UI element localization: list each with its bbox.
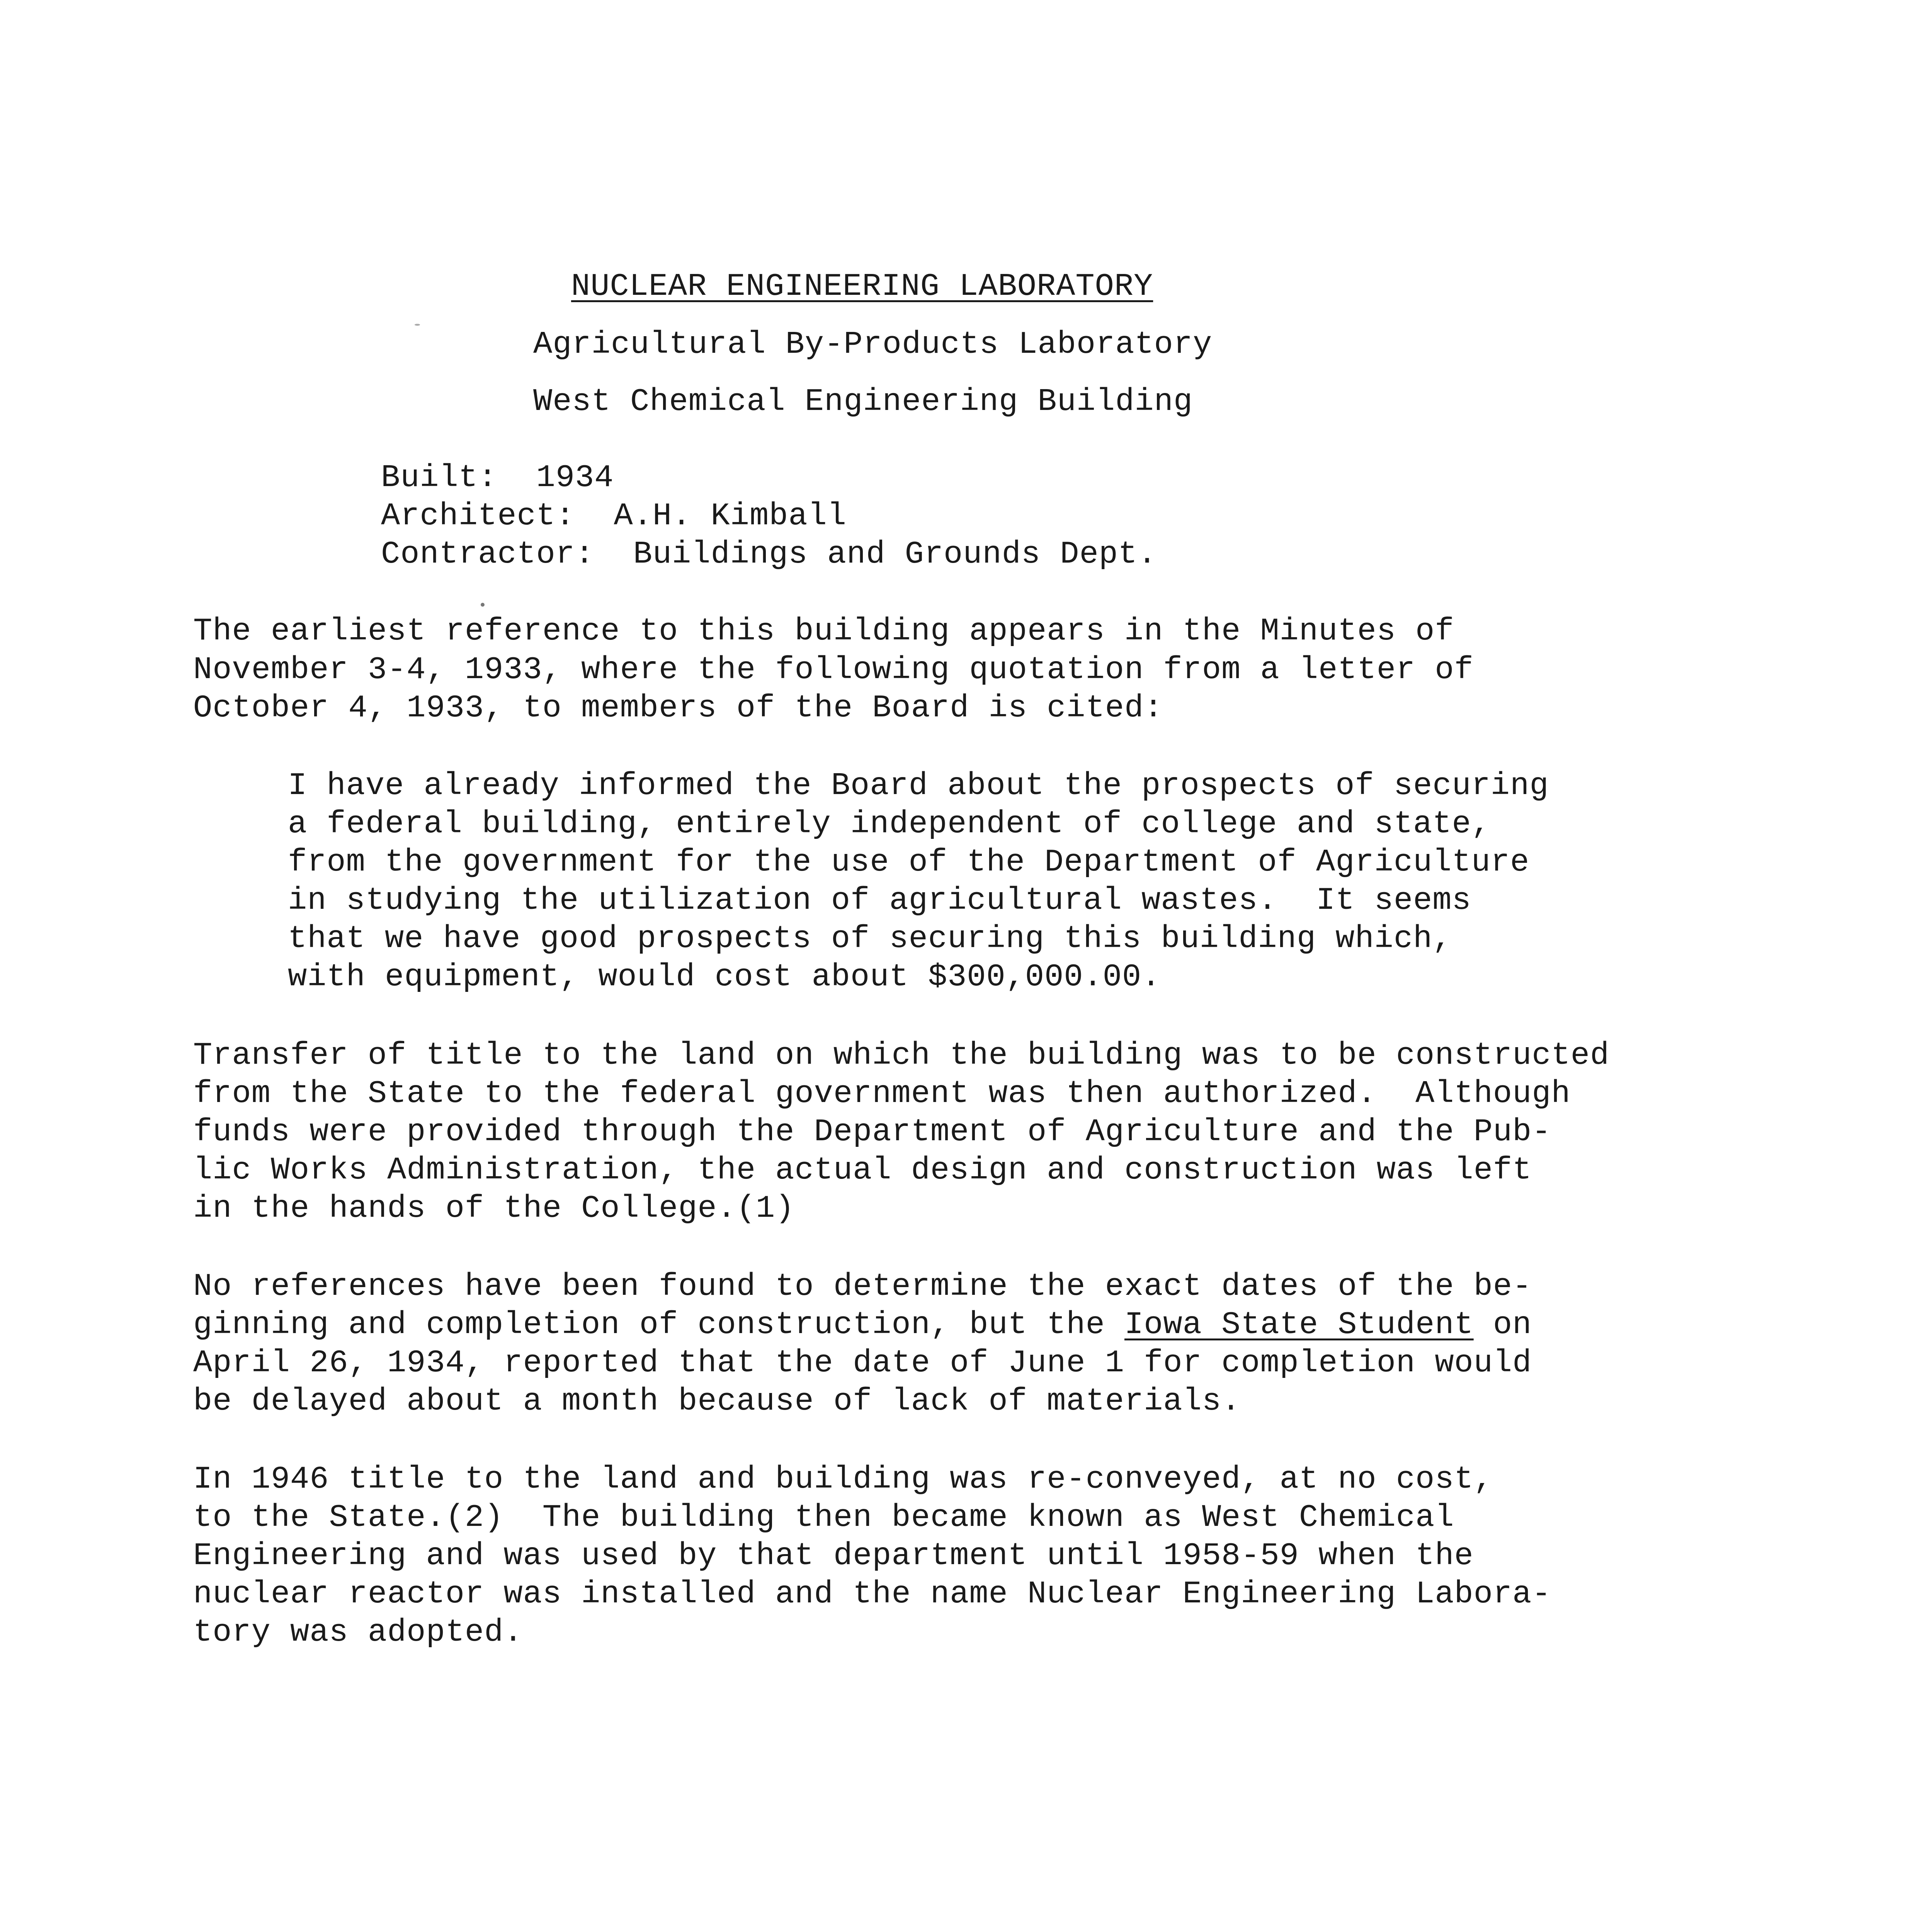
paragraph-4-line: In 1946 title to the land and building was re-conveyed, at no cost, [193,1461,1493,1497]
built-label: Built: [381,460,498,496]
paragraph-2-line: in the hands of the College.(1) [193,1190,795,1226]
quote-line: that we have good prospects of securing this building which, [288,921,1452,957]
paragraph-1-line: October 4, 1933, to members of the Board is cited: [193,690,1163,726]
contractor-row [381,535,1157,574]
subtitle-former-name-1: Agricultural By-Products Laboratory [533,327,1213,362]
quote-line: in studying the utilization of agricultural wastes. It seems [288,883,1471,918]
paragraph-2-line: lic Works Administration, the actual design and construction was left [193,1152,1532,1188]
paragraph-2-line: Transfer of title to the land on which the building was to be constructed [193,1037,1610,1073]
architect-label: Architect: [381,498,575,534]
quote-line: I have already informed the Board about the prospects of securing [288,768,1549,804]
quote-line: from the government for the use of the Department of Agriculture [288,844,1530,880]
built-value: 1934 [536,460,614,496]
paragraph-4-line: to the State.(2) The building then became known as West Chemical [193,1500,1454,1536]
publication-title: Iowa State Student [1124,1307,1474,1343]
paragraph-2-line: from the State to the federal government was then authorized. Although [193,1076,1571,1112]
architect-row [381,497,847,536]
contractor-value: Buildings and Grounds Dept. [633,536,1157,572]
quote-line: a federal building, entirely independent of college and state, [288,806,1491,842]
paragraph-4-line: nuclear reactor was installed and the name Nuclear Engineering Labora- [193,1576,1551,1612]
paragraph-1-line: November 3-4, 1933, where the following quotation from a letter of [193,652,1474,688]
paragraph-3-line: be delayed about a month because of lack of materials. [193,1383,1241,1419]
subtitle-former-name-2: West Chemical Engineering Building [533,384,1193,420]
quote-line: with equipment, would cost about $300,000.00. [288,959,1161,995]
paragraph-3-text: on [1473,1307,1532,1343]
paragraph-2-line: funds were provided through the Department of Agriculture and the Pub- [193,1114,1551,1150]
paragraph-1-line: The earliest reference to this building appears in the Minutes of [193,613,1454,649]
paragraph-3-text: ginning and completion of construction, but the [193,1307,1124,1343]
paragraph-3-line: April 26, 1934, reported that the date of June 1 for completion would [193,1345,1532,1381]
paragraph-4-line: Engineering and was used by that department until 1958-59 when the [193,1538,1474,1574]
contractor-label: Contractor: [381,536,595,572]
built-row [381,459,614,497]
page-title: NUCLEAR ENGINEERING LABORATORY [571,269,1153,304]
scan-speck [481,603,485,607]
paragraph-3-line [193,1306,1532,1344]
scan-speck [415,324,420,326]
paragraph-4-line: tory was adopted. [193,1614,523,1650]
architect-value: A.H. Kimball [614,498,847,534]
paragraph-3-line: No references have been found to determine the exact dates of the be- [193,1269,1532,1304]
